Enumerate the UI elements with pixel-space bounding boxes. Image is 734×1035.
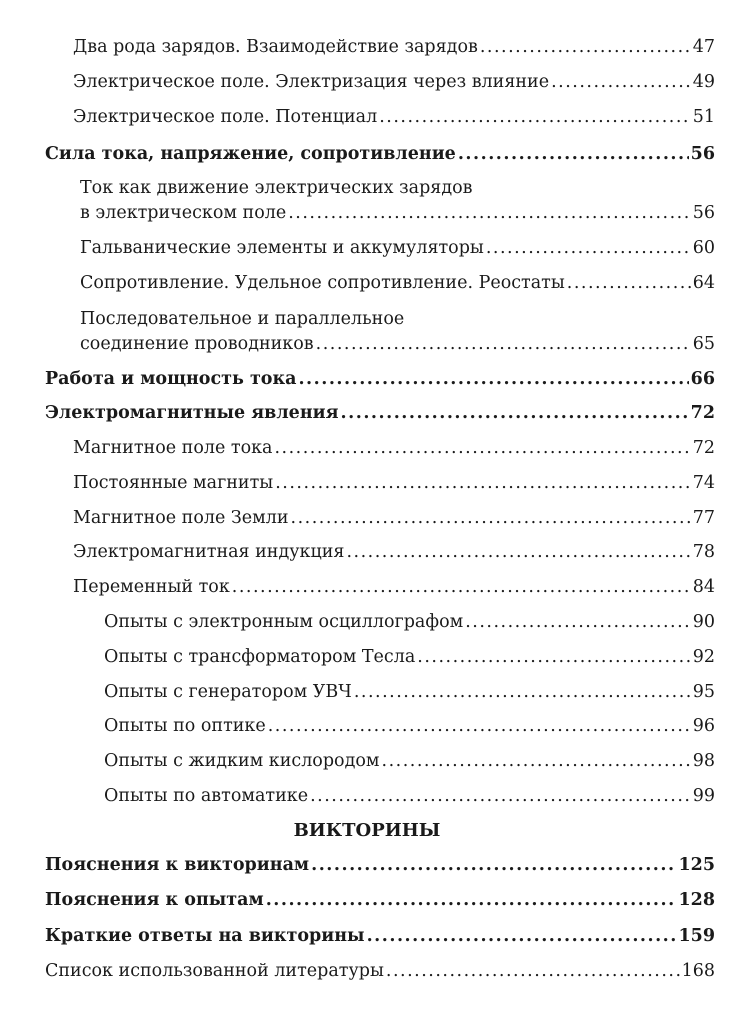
toc-leader bbox=[567, 272, 691, 294]
toc-row bbox=[80, 333, 715, 355]
toc-row bbox=[104, 785, 715, 807]
toc-title: Опыты с электронным осциллографом bbox=[104, 612, 464, 632]
toc-title: Пояснения к викторинам bbox=[45, 855, 310, 875]
toc-page-number: 66 bbox=[690, 369, 715, 389]
toc-page-number: 77 bbox=[692, 508, 715, 528]
toc-leader bbox=[291, 507, 691, 529]
toc-leader bbox=[458, 143, 689, 165]
toc-title: Пояснения к опытам bbox=[45, 890, 264, 910]
toc-row bbox=[73, 106, 715, 128]
toc-page-number: 65 bbox=[692, 334, 715, 354]
toc-title: в электрическом поле bbox=[80, 203, 287, 223]
toc-page-number: 78 bbox=[692, 542, 715, 562]
toc-title: Электромагнитные явления bbox=[45, 403, 339, 423]
toc-title: Электрическое поле. Электризация через влияние bbox=[73, 72, 550, 92]
toc-page-number: 74 bbox=[692, 473, 715, 493]
toc-title: Постоянные магниты bbox=[73, 473, 274, 493]
toc-row bbox=[45, 143, 715, 165]
toc-page-number: 95 bbox=[692, 682, 715, 702]
toc-page-number: 47 bbox=[692, 37, 715, 57]
toc-leader bbox=[288, 202, 690, 224]
toc-leader bbox=[275, 472, 691, 494]
toc-title: Переменный ток bbox=[73, 577, 230, 597]
toc-leader bbox=[417, 646, 690, 668]
toc-row bbox=[80, 272, 715, 294]
toc-title-line1: Ток как движение электрических зарядов bbox=[80, 178, 473, 198]
toc-leader bbox=[379, 106, 690, 128]
toc-title: Гальванические элементы и аккумуляторы bbox=[80, 238, 484, 258]
toc-page-number: 49 bbox=[692, 72, 715, 92]
toc-leader bbox=[465, 611, 691, 633]
toc-leader bbox=[341, 402, 689, 424]
toc-leader bbox=[486, 237, 691, 259]
toc-title: Работа и мощность тока bbox=[45, 369, 297, 389]
toc-row bbox=[45, 402, 715, 424]
toc-page-number: 92 bbox=[692, 647, 715, 667]
toc-leader bbox=[354, 681, 691, 703]
toc-leader bbox=[232, 576, 691, 598]
toc-row bbox=[104, 750, 715, 772]
toc-page-number: 128 bbox=[678, 890, 715, 910]
toc-page-number: 60 bbox=[692, 238, 715, 258]
toc-page-number: 98 bbox=[692, 751, 715, 771]
toc-row bbox=[45, 925, 715, 947]
toc-row bbox=[73, 437, 715, 459]
toc-leader bbox=[346, 541, 690, 563]
toc-page-number: 168 bbox=[681, 961, 715, 981]
toc-row bbox=[104, 681, 715, 703]
toc-leader bbox=[480, 36, 691, 58]
toc-leader bbox=[382, 750, 691, 772]
toc-row bbox=[45, 368, 715, 390]
toc-title: Электрическое поле. Потенциал bbox=[73, 107, 378, 127]
toc-row bbox=[73, 36, 715, 58]
toc-title-line1: Последовательное и параллельное bbox=[80, 309, 405, 329]
toc-row bbox=[80, 202, 715, 224]
toc-page-number: 56 bbox=[692, 203, 715, 223]
toc-row bbox=[73, 507, 715, 529]
toc-page-number: 64 bbox=[692, 273, 715, 293]
toc-row bbox=[80, 237, 715, 259]
toc-title: Опыты с жидким кислородом bbox=[104, 751, 380, 771]
section-heading: ВИКТОРИНЫ bbox=[293, 820, 441, 841]
toc-title: Опыты с генератором УВЧ bbox=[104, 682, 352, 702]
toc-row bbox=[73, 576, 715, 598]
toc-leader bbox=[266, 889, 677, 911]
toc-row bbox=[104, 611, 715, 633]
toc-title: Магнитное поле тока bbox=[73, 438, 273, 458]
toc-page-number: 72 bbox=[692, 438, 715, 458]
toc-page-number: 72 bbox=[690, 403, 715, 423]
toc-page-number: 99 bbox=[692, 786, 715, 806]
toc-row bbox=[104, 715, 715, 737]
toc-title: Сопротивление. Удельное сопротивление. Реостаты bbox=[80, 273, 565, 293]
toc-page-number: 90 bbox=[692, 612, 715, 632]
toc-row bbox=[45, 960, 715, 982]
toc-leader bbox=[298, 368, 688, 390]
toc-leader bbox=[268, 715, 691, 737]
toc-title: соединение проводников bbox=[80, 334, 314, 354]
toc-title: Магнитное поле Земли bbox=[73, 508, 289, 528]
toc-row bbox=[73, 71, 715, 93]
toc-title: Два рода зарядов. Взаимодействие зарядов bbox=[73, 37, 478, 57]
toc-title: Краткие ответы на викторины bbox=[45, 926, 365, 946]
toc-leader bbox=[316, 333, 691, 355]
toc-page-number: 84 bbox=[692, 577, 715, 597]
toc-page-number: 125 bbox=[678, 855, 715, 875]
toc-row bbox=[73, 541, 715, 563]
toc-leader bbox=[367, 925, 677, 947]
toc-title: Список использованной литературы bbox=[45, 961, 384, 981]
toc-title: Опыты по автоматике bbox=[104, 786, 309, 806]
toc-row bbox=[45, 889, 715, 911]
toc-leader bbox=[310, 785, 691, 807]
toc-title: Сила тока, напряжение, сопротивление bbox=[45, 144, 456, 164]
toc-row bbox=[73, 472, 715, 494]
toc-page-number: 159 bbox=[678, 926, 715, 946]
toc-page-number: 56 bbox=[690, 144, 715, 164]
toc-leader bbox=[311, 854, 676, 876]
toc-leader bbox=[386, 960, 680, 982]
toc-page-number: 96 bbox=[692, 716, 715, 736]
toc-leader bbox=[274, 437, 690, 459]
toc-title: Опыты по оптике bbox=[104, 716, 266, 736]
toc-row bbox=[45, 854, 715, 876]
toc-row bbox=[104, 646, 715, 668]
toc-title: Опыты с трансформатором Тесла bbox=[104, 647, 416, 667]
toc-page-number: 51 bbox=[692, 107, 715, 127]
toc-leader bbox=[551, 71, 691, 93]
toc-title: Электромагнитная индукция bbox=[73, 542, 345, 562]
